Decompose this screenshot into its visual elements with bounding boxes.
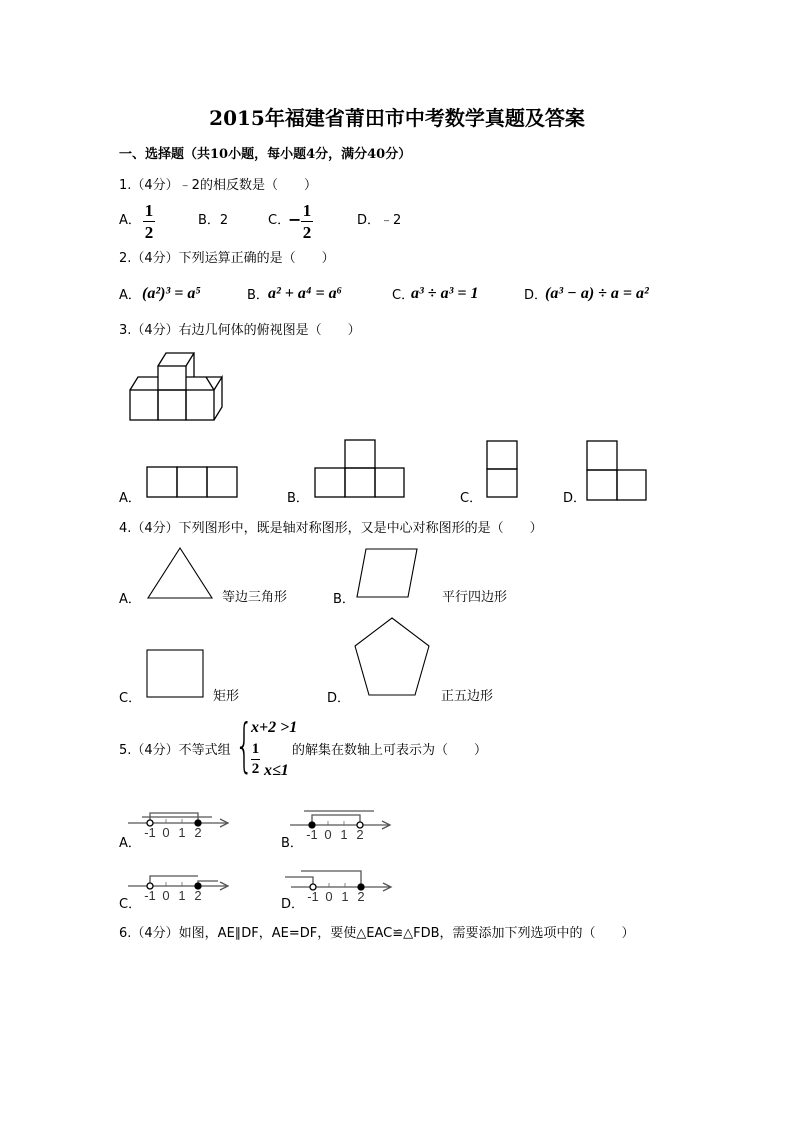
q2-c-expr: a³ ÷ a³ = 1: [411, 285, 479, 302]
q2-option-b: B．: [247, 288, 269, 303]
q5-option-a: A．: [119, 836, 141, 851]
q5-inequality-1: x+2 >1: [251, 719, 298, 736]
question-5-stem-pre: 5.（4分）不等式组: [119, 743, 231, 758]
tick-label: -1: [144, 888, 156, 903]
tick-label: 2: [194, 825, 202, 840]
number-line-b: [290, 811, 390, 842]
q4-c-label: 矩形: [213, 689, 240, 704]
question-3-stem: 3.（4分）右边几何体的俯视图是（ ）: [119, 323, 361, 338]
q2-option-a: A．: [119, 288, 141, 303]
tick-label: 2: [356, 827, 364, 842]
q3-option-d: D．: [563, 491, 587, 506]
q4-option-a: A．: [119, 592, 141, 607]
tick-label: -1: [307, 889, 319, 904]
tick-label: 0: [162, 825, 170, 840]
section-heading: 一、选择题（共10小题，每小题4分，满分40分）: [119, 147, 412, 162]
tick-label: 0: [162, 888, 170, 903]
tick-label: 2: [357, 889, 365, 904]
q4-option-b: B．: [333, 592, 355, 607]
q5-fraction: 1 2: [251, 741, 260, 777]
q3-option-c: C．: [460, 491, 483, 506]
q1-option-a: A．: [119, 213, 141, 228]
q1-c-fraction: 1 2: [302, 201, 312, 242]
tick-label: -1: [306, 827, 318, 842]
question-6-stem: 6.（4分）如图，AE∥DF，AE=DF，要使△EAC≌△FDB，需要添加下列选项中的（ ）: [119, 926, 635, 941]
q2-d-expr: (a³ − a) ÷ a = a²: [545, 285, 649, 302]
number-line-c: [128, 876, 228, 903]
q2-option-d: D．: [524, 288, 548, 303]
q5-option-d: D．: [281, 897, 305, 912]
q1-c-sign: −: [288, 210, 302, 229]
question-1-stem: 1.（4分）﹣2的相反数是（ ）: [119, 178, 317, 193]
q1-option-c: C．: [268, 213, 291, 228]
tick-label: 0: [324, 827, 332, 842]
q4-b-label: 平行四边形: [442, 590, 508, 605]
tick-label: 2: [194, 888, 202, 903]
tick-label: 0: [325, 889, 333, 904]
question-2-stem: 2.（4分）下列运算正确的是（ ）: [119, 251, 335, 266]
question-5-stem-post: 的解集在数轴上可表示为（ ）: [292, 743, 488, 758]
question-4-stem: 4.（4分）下列图形中，既是轴对称图形，又是中心对称图形的是（ ）: [119, 521, 543, 536]
q1-option-b: B．2: [198, 213, 229, 228]
q5-option-b: B．: [281, 836, 303, 851]
tick-label: 1: [178, 825, 186, 840]
tick-label: 1: [340, 827, 348, 842]
q2-b-expr: a² + a⁴ = a⁶: [268, 285, 343, 302]
q4-option-d: D．: [327, 691, 351, 706]
q2-a-expr: (a²)³ = a⁵: [142, 285, 201, 302]
number-line-a: [128, 813, 228, 840]
tick-label: -1: [144, 825, 156, 840]
brace-icon: {: [235, 711, 254, 779]
tick-label: 1: [341, 889, 349, 904]
q4-d-label: 正五边形: [441, 689, 494, 704]
q1-a-fraction: 1 2: [144, 201, 154, 242]
page-title: 2015年福建省莆田市中考数学真题及答案: [209, 106, 585, 130]
q5-inequality-2: x≤1: [264, 762, 289, 779]
q4-option-c: C．: [119, 691, 142, 706]
q5-option-c: C．: [119, 897, 142, 912]
q3-option-a: A．: [119, 491, 141, 506]
q2-option-c: C．: [392, 288, 415, 303]
q3-option-b: B．: [287, 491, 309, 506]
tick-label: 1: [178, 888, 186, 903]
q4-a-label: 等边三角形: [222, 590, 288, 605]
q1-option-d: D．﹣2: [357, 213, 402, 228]
